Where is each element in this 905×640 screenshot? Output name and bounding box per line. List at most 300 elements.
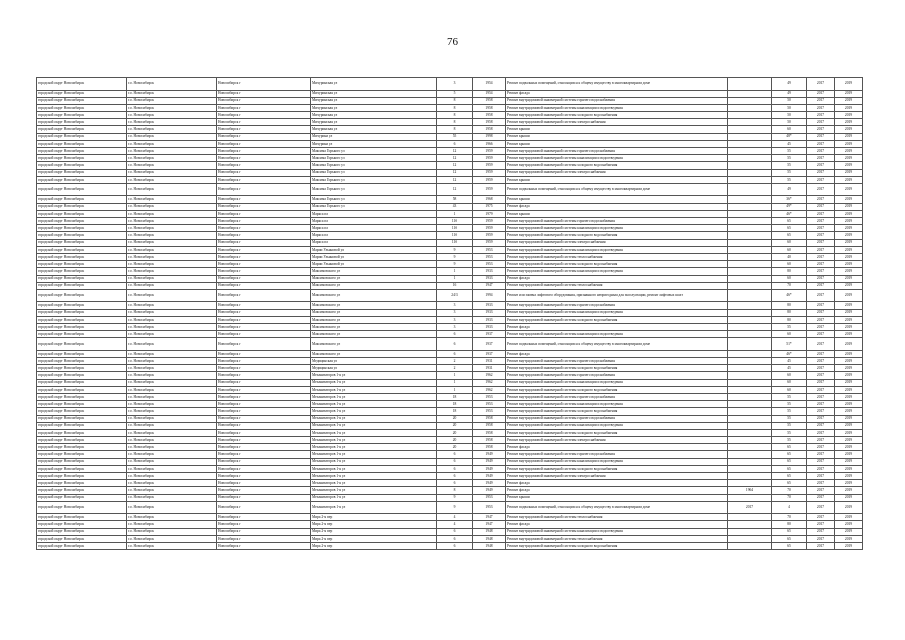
table-row [37, 444, 863, 451]
build-year-cell: 1931 [473, 358, 506, 365]
build-year-cell: 1953 [473, 401, 506, 408]
district-cell: городской округ Новосибирск [37, 350, 127, 357]
value-cell: 45 [772, 358, 807, 365]
street-cell: Маркса пл [311, 218, 437, 225]
extra-value-cell [728, 331, 772, 338]
end-year-cell: 2019 [835, 196, 863, 203]
street-cell: Механизаторов 1-я ул [311, 473, 437, 480]
street-cell: Мичуринская ул [311, 126, 437, 133]
district-cell: городской округ Новосибирск [37, 112, 127, 119]
district-cell: городской округ Новосибирск [37, 408, 127, 415]
value-cell: 65 [772, 451, 807, 458]
table-row [37, 487, 863, 494]
city-cell: Новосибирск г [217, 239, 311, 246]
district-cell: городской округ Новосибирск [37, 494, 127, 501]
table-row [37, 465, 863, 472]
start-year-cell: 2017 [807, 309, 835, 316]
house-number-cell: 20 [437, 444, 473, 451]
build-year-cell: 1947 [473, 282, 506, 289]
district-cell: городской округ Новосибирск [37, 282, 127, 289]
city-cell: Новосибирск г [217, 494, 311, 501]
extra-value-cell [728, 379, 772, 386]
value-cell: 80 [772, 268, 807, 275]
start-year-cell: 2017 [807, 480, 835, 487]
house-number-cell: 4 [437, 514, 473, 521]
work-type-cell: Ремонт фасада [506, 323, 728, 330]
extra-value-cell [728, 176, 772, 183]
start-year-cell: 2017 [807, 437, 835, 444]
house-number-cell: 6 [437, 140, 473, 147]
extra-value-cell [728, 323, 772, 330]
street-cell: Мичуринская ул [311, 112, 437, 119]
extra-value-cell [728, 422, 772, 429]
city-cell: Новосибирск г [217, 169, 311, 176]
city-cell: Новосибирск г [217, 162, 311, 169]
street-cell: Максимовского ул [311, 350, 437, 357]
district-cell: городской округ Новосибирск [37, 480, 127, 487]
municipality-cell: г.о. Новосибирск [127, 225, 217, 232]
end-year-cell: 2019 [835, 133, 863, 140]
district-cell: городской округ Новосибирск [37, 210, 127, 217]
value-cell: 60 [772, 379, 807, 386]
extra-value-cell [728, 104, 772, 111]
work-type-cell: Ремонт внутридомовой инженерной системы горячего водоснабжения [506, 148, 728, 155]
municipality-cell: г.о. Новосибирск [127, 379, 217, 386]
table-row [37, 246, 863, 253]
extra-value-cell [728, 97, 772, 104]
extra-value-cell [728, 196, 772, 203]
municipality-cell: г.о. Новосибирск [127, 458, 217, 465]
district-cell: городской округ Новосибирск [37, 316, 127, 323]
extra-value-cell [728, 140, 772, 147]
district-cell: городской округ Новосибирск [37, 261, 127, 268]
extra-value-cell [728, 183, 772, 196]
end-year-cell: 2019 [835, 350, 863, 357]
house-number-cell: 6 [437, 473, 473, 480]
table-row [37, 338, 863, 351]
value-cell: 70 [772, 282, 807, 289]
start-year-cell: 2017 [807, 126, 835, 133]
value-cell: 55 [772, 393, 807, 400]
start-year-cell: 2017 [807, 331, 835, 338]
municipality-cell: г.о. Новосибирск [127, 196, 217, 203]
value-cell: 55 [772, 437, 807, 444]
city-cell: Новосибирск г [217, 119, 311, 126]
extra-value-cell [728, 437, 772, 444]
build-year-cell: 1947 [473, 514, 506, 521]
street-cell: Механизаторов 1-я ул [311, 429, 437, 436]
city-cell: Новосибирск г [217, 275, 311, 282]
table-row [37, 282, 863, 289]
city-cell: Новосибирск г [217, 528, 311, 535]
street-cell: Максимовского ул [311, 302, 437, 309]
extra-value-cell [728, 282, 772, 289]
extra-value-cell [728, 133, 772, 140]
build-year-cell: 1958 [473, 126, 506, 133]
district-cell: городской округ Новосибирск [37, 246, 127, 253]
extra-value-cell [728, 543, 772, 550]
build-year-cell: 1949 [473, 451, 506, 458]
start-year-cell: 2017 [807, 393, 835, 400]
value-cell: 49 [772, 183, 807, 196]
extra-value-cell [728, 90, 772, 97]
table-row [37, 372, 863, 379]
start-year-cell: 2017 [807, 133, 835, 140]
table-row [37, 408, 863, 415]
value-cell: 60 [772, 331, 807, 338]
table-row [37, 289, 863, 302]
work-type-cell: Ремонт внутридомовой инженерной системы горячего водоснабжения [506, 97, 728, 104]
city-cell: Новосибирск г [217, 183, 311, 196]
start-year-cell: 2017 [807, 119, 835, 126]
value-cell: 60 [772, 275, 807, 282]
table-row [37, 275, 863, 282]
city-cell: Новосибирск г [217, 232, 311, 239]
build-year-cell: 1959 [473, 162, 506, 169]
municipality-cell: г.о. Новосибирск [127, 401, 217, 408]
street-cell: Медицинская ул [311, 365, 437, 372]
build-year-cell: 1998 [473, 133, 506, 140]
city-cell: Новосибирск г [217, 408, 311, 415]
value-cell: 50 [772, 112, 807, 119]
extra-value-cell [728, 480, 772, 487]
build-year-cell: 1933 [473, 316, 506, 323]
city-cell: Новосибирск г [217, 372, 311, 379]
extra-value-cell [728, 203, 772, 210]
end-year-cell: 2019 [835, 218, 863, 225]
extra-value-cell [728, 494, 772, 501]
house-number-cell: 6 [437, 338, 473, 351]
value-cell: 60 [772, 246, 807, 253]
city-cell: Новосибирск г [217, 386, 311, 393]
extra-value-cell [728, 444, 772, 451]
extra-value-cell [728, 162, 772, 169]
work-type-cell: Ремонт внутридомовой инженерной системы горячего водоснабжения [506, 372, 728, 379]
work-type-cell: Ремонт внутридомовой инженерной системы канализации и водоотведения [506, 458, 728, 465]
start-year-cell: 2017 [807, 239, 835, 246]
table-row [37, 309, 863, 316]
end-year-cell: 2019 [835, 401, 863, 408]
table-row [37, 176, 863, 183]
street-cell: Максимовского ул [311, 275, 437, 282]
street-cell: Марии Ульяновой ул [311, 246, 437, 253]
district-cell: городской округ Новосибирск [37, 331, 127, 338]
value-cell: 65 [772, 465, 807, 472]
extra-value-cell [728, 365, 772, 372]
municipality-cell: г.о. Новосибирск [127, 521, 217, 528]
end-year-cell: 2019 [835, 162, 863, 169]
value-cell: 50 [772, 104, 807, 111]
table-row [37, 543, 863, 550]
house-number-cell: 6 [437, 543, 473, 550]
city-cell: Новосибирск г [217, 535, 311, 542]
city-cell: Новосибирск г [217, 148, 311, 155]
start-year-cell: 2017 [807, 176, 835, 183]
street-cell: Мичуринская ул [311, 104, 437, 111]
end-year-cell: 2019 [835, 239, 863, 246]
table-row [37, 232, 863, 239]
district-cell: городской округ Новосибирск [37, 203, 127, 210]
value-cell: 65 [772, 535, 807, 542]
table-row [37, 422, 863, 429]
table-row [37, 162, 863, 169]
value-cell: 60 [772, 372, 807, 379]
repair-schedule-table [36, 77, 863, 550]
value-cell: 55 [772, 162, 807, 169]
end-year-cell: 2019 [835, 331, 863, 338]
municipality-cell: г.о. Новосибирск [127, 162, 217, 169]
end-year-cell: 2019 [835, 458, 863, 465]
city-cell: Новосибирск г [217, 104, 311, 111]
work-type-cell: Ремонт внутридомовой инженерной системы электроснабжения [506, 119, 728, 126]
table-row [37, 480, 863, 487]
municipality-cell: г.о. Новосибирск [127, 268, 217, 275]
end-year-cell: 2019 [835, 90, 863, 97]
start-year-cell: 2017 [807, 408, 835, 415]
street-cell: Максима Горького ул [311, 155, 437, 162]
end-year-cell: 2019 [835, 275, 863, 282]
municipality-cell: г.о. Новосибирск [127, 97, 217, 104]
end-year-cell: 2019 [835, 338, 863, 351]
end-year-cell: 2019 [835, 126, 863, 133]
house-number-cell: 12 [437, 183, 473, 196]
city-cell: Новосибирск г [217, 480, 311, 487]
house-number-cell: 6 [437, 458, 473, 465]
build-year-cell: 1933 [473, 302, 506, 309]
value-cell: 45 [772, 140, 807, 147]
municipality-cell: г.о. Новосибирск [127, 176, 217, 183]
extra-value-cell [728, 358, 772, 365]
value-cell: 65 [772, 543, 807, 550]
house-number-cell: 58 [437, 196, 473, 203]
street-cell: Механизаторов 1-я ул [311, 386, 437, 393]
value-cell: 50 [772, 97, 807, 104]
work-type-cell: Ремонт внутридомовой инженерной системы горячего водоснабжения [506, 393, 728, 400]
district-cell: городской округ Новосибирск [37, 218, 127, 225]
work-type-cell: Ремонт внутридомовой инженерной системы канализации и водоотведения [506, 422, 728, 429]
work-type-cell: Ремонт внутридомовой инженерной системы канализации и водоотведения [506, 225, 728, 232]
house-number-cell: 11б [437, 239, 473, 246]
district-cell: городской округ Новосибирск [37, 444, 127, 451]
house-number-cell: 6 [437, 535, 473, 542]
work-type-cell: Ремонт внутридомовой инженерной системы холодного водоснабжения [506, 232, 728, 239]
end-year-cell: 2019 [835, 309, 863, 316]
end-year-cell: 2019 [835, 112, 863, 119]
table-row [37, 261, 863, 268]
end-year-cell: 2019 [835, 253, 863, 260]
table-row [37, 104, 863, 111]
municipality-cell: г.о. Новосибирск [127, 239, 217, 246]
street-cell: Медицинская ул [311, 358, 437, 365]
city-cell: Новосибирск г [217, 203, 311, 210]
work-type-cell: Ремонт фасада [506, 480, 728, 487]
municipality-cell: г.о. Новосибирск [127, 444, 217, 451]
work-type-cell: Ремонт крыши [506, 210, 728, 217]
build-year-cell: 1959 [473, 148, 506, 155]
city-cell: Новосибирск г [217, 218, 311, 225]
city-cell: Новосибирск г [217, 444, 311, 451]
extra-value-cell [728, 386, 772, 393]
city-cell: Новосибирск г [217, 176, 311, 183]
end-year-cell: 2019 [835, 323, 863, 330]
extra-value-cell [728, 372, 772, 379]
district-cell: городской округ Новосибирск [37, 169, 127, 176]
municipality-cell: г.о. Новосибирск [127, 535, 217, 542]
district-cell: городской округ Новосибирск [37, 309, 127, 316]
build-year-cell: 1958 [473, 104, 506, 111]
table-row [37, 239, 863, 246]
build-year-cell: 1953 [473, 501, 506, 514]
district-cell: городской округ Новосибирск [37, 78, 127, 91]
work-type-cell: Ремонт внутридомовой инженерной системы горячего водоснабжения [506, 302, 728, 309]
build-year-cell: 1953 [473, 253, 506, 260]
street-cell: Мичурина ул [311, 133, 437, 140]
value-cell: 80 [772, 316, 807, 323]
start-year-cell: 2017 [807, 458, 835, 465]
work-type-cell: Ремонт подвальных помещений, относящихся к общему имуществу в многоквартирном доме [506, 501, 728, 514]
street-cell: Мира 2-я пер [311, 521, 437, 528]
district-cell: городской округ Новосибирск [37, 148, 127, 155]
district-cell: городской округ Новосибирск [37, 289, 127, 302]
extra-value-cell [728, 261, 772, 268]
build-year-cell: 1962 [473, 386, 506, 393]
end-year-cell: 2019 [835, 372, 863, 379]
municipality-cell: г.о. Новосибирск [127, 323, 217, 330]
build-year-cell: 1949 [473, 487, 506, 494]
city-cell: Новосибирск г [217, 323, 311, 330]
city-cell: Новосибирск г [217, 429, 311, 436]
table-row [37, 365, 863, 372]
municipality-cell: г.о. Новосибирск [127, 183, 217, 196]
end-year-cell: 2019 [835, 282, 863, 289]
street-cell: Механизаторов 1-я ул [311, 379, 437, 386]
municipality-cell: г.о. Новосибирск [127, 90, 217, 97]
street-cell: Механизаторов 1-я ул [311, 487, 437, 494]
municipality-cell: г.о. Новосибирск [127, 275, 217, 282]
district-cell: городской округ Новосибирск [37, 528, 127, 535]
start-year-cell: 2017 [807, 225, 835, 232]
table-row [37, 155, 863, 162]
district-cell: городской округ Новосибирск [37, 232, 127, 239]
start-year-cell: 2017 [807, 112, 835, 119]
house-number-cell: 2 [437, 365, 473, 372]
end-year-cell: 2019 [835, 261, 863, 268]
end-year-cell: 2019 [835, 358, 863, 365]
street-cell: Мира 2-я пер [311, 514, 437, 521]
city-cell: Новосибирск г [217, 350, 311, 357]
extra-value-cell [728, 465, 772, 472]
table-row [37, 358, 863, 365]
street-cell: Механизаторов 1-я ул [311, 444, 437, 451]
district-cell: городской округ Новосибирск [37, 155, 127, 162]
table-row [37, 331, 863, 338]
start-year-cell: 2017 [807, 268, 835, 275]
table-row [37, 268, 863, 275]
municipality-cell: г.о. Новосибирск [127, 289, 217, 302]
work-type-cell: Ремонт внутридомовой инженерной системы холодного водоснабжения [506, 261, 728, 268]
house-number-cell: 5 [437, 90, 473, 97]
work-type-cell: Ремонт фасада [506, 521, 728, 528]
table-row [37, 225, 863, 232]
municipality-cell: г.о. Новосибирск [127, 473, 217, 480]
municipality-cell: г.о. Новосибирск [127, 302, 217, 309]
start-year-cell: 2017 [807, 535, 835, 542]
municipality-cell: г.о. Новосибирск [127, 543, 217, 550]
house-number-cell: 8 [437, 97, 473, 104]
build-year-cell: 1949 [473, 480, 506, 487]
value-cell: 46* [772, 289, 807, 302]
district-cell: городской округ Новосибирск [37, 302, 127, 309]
city-cell: Новосибирск г [217, 338, 311, 351]
district-cell: городской округ Новосибирск [37, 162, 127, 169]
house-number-cell: 8 [437, 112, 473, 119]
work-type-cell: Ремонт фасада [506, 275, 728, 282]
table-body [37, 78, 863, 550]
work-type-cell: Ремонт внутридомовой инженерной системы канализации и водоотведения [506, 379, 728, 386]
value-cell: 50 [772, 119, 807, 126]
table-row [37, 316, 863, 323]
city-cell: Новосибирск г [217, 302, 311, 309]
build-year-cell: 1958 [473, 415, 506, 422]
start-year-cell: 2017 [807, 401, 835, 408]
extra-value-cell [728, 401, 772, 408]
start-year-cell: 2017 [807, 90, 835, 97]
work-type-cell: Ремонт крыши [506, 494, 728, 501]
start-year-cell: 2017 [807, 338, 835, 351]
build-year-cell: 1947 [473, 521, 506, 528]
municipality-cell: г.о. Новосибирск [127, 246, 217, 253]
build-year-cell: 1953 [473, 393, 506, 400]
build-year-cell: 1958 [473, 437, 506, 444]
municipality-cell: г.о. Новосибирск [127, 338, 217, 351]
capital-repair-table [36, 77, 862, 550]
value-cell: 80 [772, 302, 807, 309]
build-year-cell: 1937 [473, 338, 506, 351]
city-cell: Новосибирск г [217, 543, 311, 550]
work-type-cell: Ремонт внутридомовой инженерной системы канализации и водоотведения [506, 401, 728, 408]
street-cell: Маркса пл [311, 239, 437, 246]
table-row [37, 429, 863, 436]
extra-value-cell [728, 393, 772, 400]
street-cell: Максимовского ул [311, 309, 437, 316]
district-cell: городской округ Новосибирск [37, 275, 127, 282]
build-year-cell: 1959 [473, 176, 506, 183]
house-number-cell: 16 [437, 282, 473, 289]
table-row [37, 514, 863, 521]
start-year-cell: 2017 [807, 379, 835, 386]
work-type-cell: Ремонт внутридомовой инженерной системы канализации и водоотведения [506, 155, 728, 162]
start-year-cell: 2017 [807, 169, 835, 176]
value-cell: 55 [772, 408, 807, 415]
work-type-cell: Ремонт фасада [506, 444, 728, 451]
start-year-cell: 2017 [807, 415, 835, 422]
table-row [37, 203, 863, 210]
value-cell: 65 [772, 218, 807, 225]
table-row [37, 78, 863, 91]
municipality-cell: г.о. Новосибирск [127, 261, 217, 268]
city-cell: Новосибирск г [217, 393, 311, 400]
municipality-cell: г.о. Новосибирск [127, 372, 217, 379]
start-year-cell: 2017 [807, 521, 835, 528]
build-year-cell: 1954 [473, 78, 506, 91]
street-cell: Мичуринская ул [311, 97, 437, 104]
municipality-cell: г.о. Новосибирск [127, 487, 217, 494]
house-number-cell: 3 [437, 302, 473, 309]
house-number-cell: 8 [437, 104, 473, 111]
house-number-cell: 12 [437, 162, 473, 169]
city-cell: Новосибирск г [217, 246, 311, 253]
build-year-cell: 1958 [473, 444, 506, 451]
